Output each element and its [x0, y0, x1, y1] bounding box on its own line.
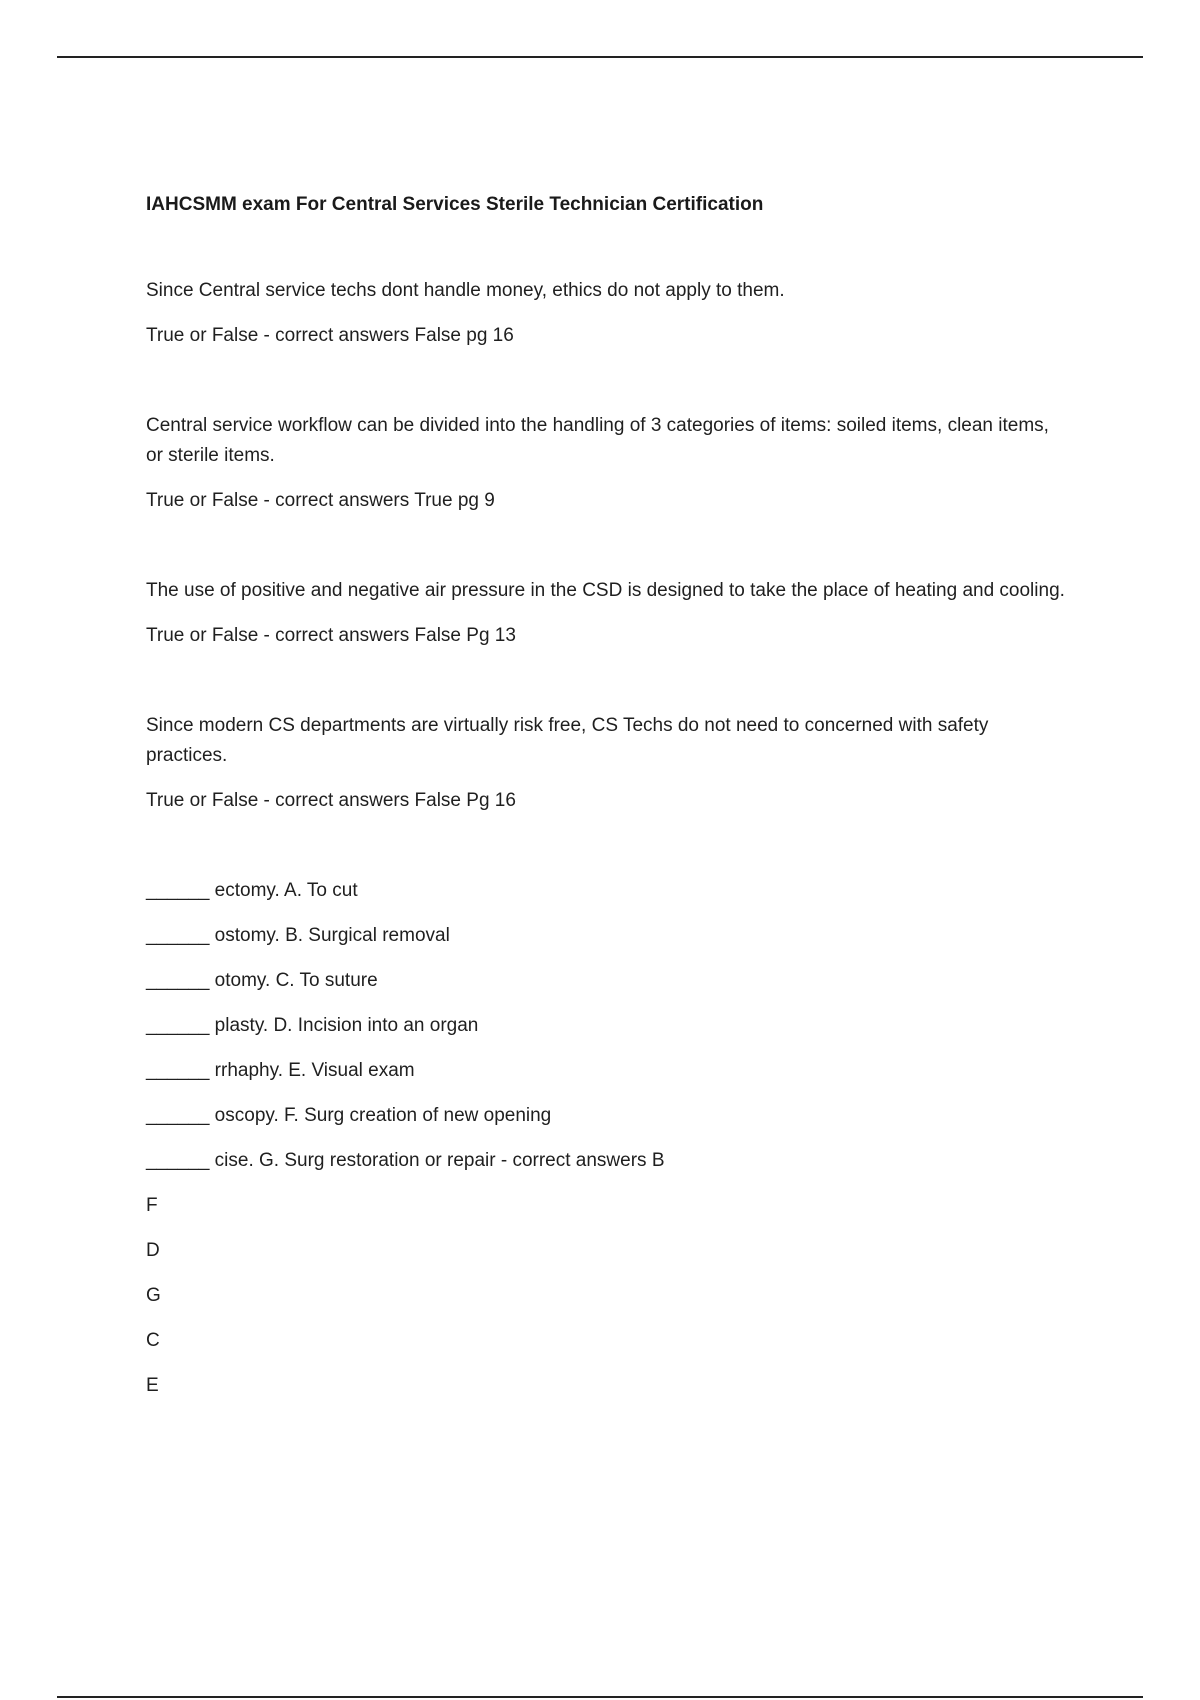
answer-text: True or False - correct answers False Pg 13: [146, 625, 516, 646]
question-text: Since modern CS departments are virtually risk free, CS Techs do not need to concerned with safety practices.: [146, 715, 989, 766]
answer-letter: F: [146, 1195, 158, 1216]
question-block-4: [146, 711, 1066, 816]
answer-text: True or False - correct answers False Pg 16: [146, 790, 516, 811]
question-text: Since Central service techs dont handle money, ethics do not apply to them.: [146, 280, 785, 301]
matching-line: ______ oscopy. F. Surg creation of new opening: [146, 1105, 552, 1126]
matching-question-block: [146, 876, 1066, 1401]
matching-line: ______ ectomy. A. To cut: [146, 880, 358, 901]
matching-line: ______ ostomy. B. Surgical removal: [146, 925, 450, 946]
answer-text: True or False - correct answers False pg 16: [146, 325, 514, 346]
question-block-3: [146, 576, 1066, 651]
document-title: IAHCSMM exam For Central Services Sterile Technician Certification: [146, 194, 764, 215]
question-block-1: [146, 276, 1066, 351]
matching-line: ______ cise. G. Surg restoration or repair - correct answers B: [146, 1150, 665, 1171]
answer-letter: G: [146, 1285, 161, 1306]
question-block-2: [146, 411, 1066, 516]
header-rule: [57, 56, 1143, 58]
matching-line: ______ otomy. C. To suture: [146, 970, 378, 991]
answer-letter: D: [146, 1240, 160, 1261]
question-text: Central service workflow can be divided into the handling of 3 categories of items: soiled items, clean items, or sterile items.: [146, 415, 1049, 466]
question-text: The use of positive and negative air pressure in the CSD is designed to take the place of heating and cooling.: [146, 580, 1065, 601]
document-body: [146, 190, 1066, 1416]
answer-text: True or False - correct answers True pg 9: [146, 490, 495, 511]
footer-rule: [57, 1696, 1143, 1698]
matching-line: ______ plasty. D. Incision into an organ: [146, 1015, 479, 1036]
answer-letter: C: [146, 1330, 160, 1351]
matching-line: ______ rrhaphy. E. Visual exam: [146, 1060, 415, 1081]
answer-letter: E: [146, 1375, 159, 1396]
